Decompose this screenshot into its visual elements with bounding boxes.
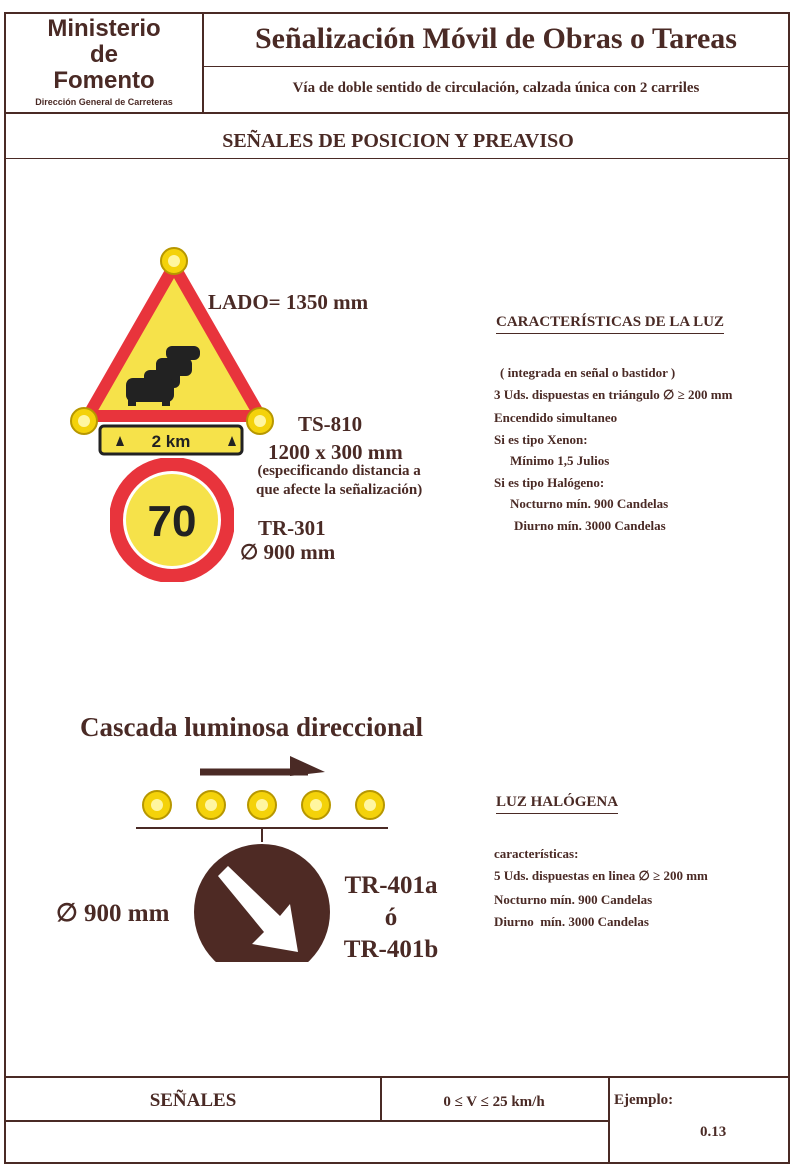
lamp-top-icon — [161, 248, 187, 274]
org-name — [6, 16, 202, 94]
footer-mid-rule — [4, 1120, 610, 1122]
lamp-left-icon — [71, 408, 97, 434]
ts810-note-line-2: que afecte la señalización) — [256, 482, 423, 498]
light-line: Encendido simultaneo — [494, 410, 618, 425]
tr301-code: TR-301 — [258, 516, 326, 540]
org-line-3: Fomento — [53, 67, 155, 94]
cascade-lamp-icon — [248, 791, 276, 819]
light-characteristics-list — [494, 362, 732, 536]
header-divider-title — [204, 66, 788, 67]
cascade-lamp-icon — [143, 791, 171, 819]
light-line: 3 Uds. dispuestas en triángulo ∅ ≥ 200 mm — [494, 386, 733, 402]
section-title: SEÑALES DE POSICION Y PREAVISO — [222, 130, 574, 152]
footer-divider-2 — [608, 1076, 610, 1164]
org-line-2: de — [89, 41, 118, 68]
halogen-line: 5 Uds. dispuestas en linea ∅ ≥ 200 mm — [494, 868, 708, 883]
header-bottom-rule — [4, 112, 790, 114]
tr301-dimensions: ∅ 900 mm — [240, 540, 336, 564]
footer-top-rule — [4, 1076, 790, 1078]
tr401b-code: TR-401b — [343, 936, 439, 963]
halogen-line: Diurno mín. 3000 Candelas — [494, 914, 649, 929]
ts810-dimensions: 1200 x 300 mm — [268, 440, 403, 464]
cascade-title: Cascada luminosa direccional — [80, 712, 424, 742]
halogen-heading: LUZ HALÓGENA — [496, 794, 618, 814]
cascade-lamp-icon — [356, 791, 384, 819]
light-line: Si es tipo Halógeno: — [494, 474, 605, 490]
org-subtitle: Dirección General de Carreteras — [35, 97, 173, 107]
org-line-1: Ministerio — [47, 15, 161, 42]
direction-arrow-icon — [290, 756, 325, 776]
ts810-sign-group — [60, 240, 290, 470]
ts810-note — [256, 462, 422, 500]
cascade-lamp-icon — [197, 791, 225, 819]
halogen-list — [494, 843, 708, 933]
distance-panel-text: 2 km — [151, 432, 191, 451]
tr401-or: ó — [384, 904, 398, 931]
light-line: Mínimo 1,5 Julios — [510, 453, 610, 468]
tr401-dimensions: ∅ 900 mm — [56, 900, 170, 927]
footer-speed: 0 ≤ V ≤ 25 km/h — [443, 1094, 545, 1110]
section-title-rule — [4, 158, 790, 159]
footer-label: SEÑALES — [149, 1090, 237, 1111]
ts810-note-line-1: (especificando distancia a — [257, 463, 421, 479]
footer-example-value: 0.13 — [700, 1124, 727, 1140]
halogen-line: características: — [494, 846, 579, 861]
halogen-line: Nocturno mín. 900 Candelas — [494, 892, 653, 907]
tr401a-code: TR-401a — [344, 872, 438, 899]
light-line: ( integrada en señal o bastidor ) — [500, 365, 676, 380]
page-title: Señalización Móvil de Obras o Tareas — [255, 22, 737, 55]
light-line: Nocturno mín. 900 Candelas — [510, 496, 669, 511]
lamp-right-icon — [247, 408, 273, 434]
page-subtitle: Vía de doble sentido de circulación, calzada única con 2 carriles — [292, 80, 700, 96]
cascade-lamp-icon — [302, 791, 330, 819]
light-line: Si es tipo Xenon: — [494, 431, 588, 447]
speed-sign-value: 70 — [147, 497, 197, 546]
tr401-codes — [336, 870, 446, 966]
ts810-code: TS-810 — [298, 412, 363, 436]
footer-example-label: Ejemplo: — [614, 1092, 674, 1108]
tr301-sign — [110, 458, 234, 582]
light-line: Diurno mín. 3000 Candelas — [514, 517, 666, 533]
page-frame — [4, 12, 790, 1164]
triangle-side-label: LADO= 1350 mm — [208, 290, 369, 314]
light-characteristics-heading: CARACTERÍSTICAS DE LA LUZ — [496, 314, 724, 334]
